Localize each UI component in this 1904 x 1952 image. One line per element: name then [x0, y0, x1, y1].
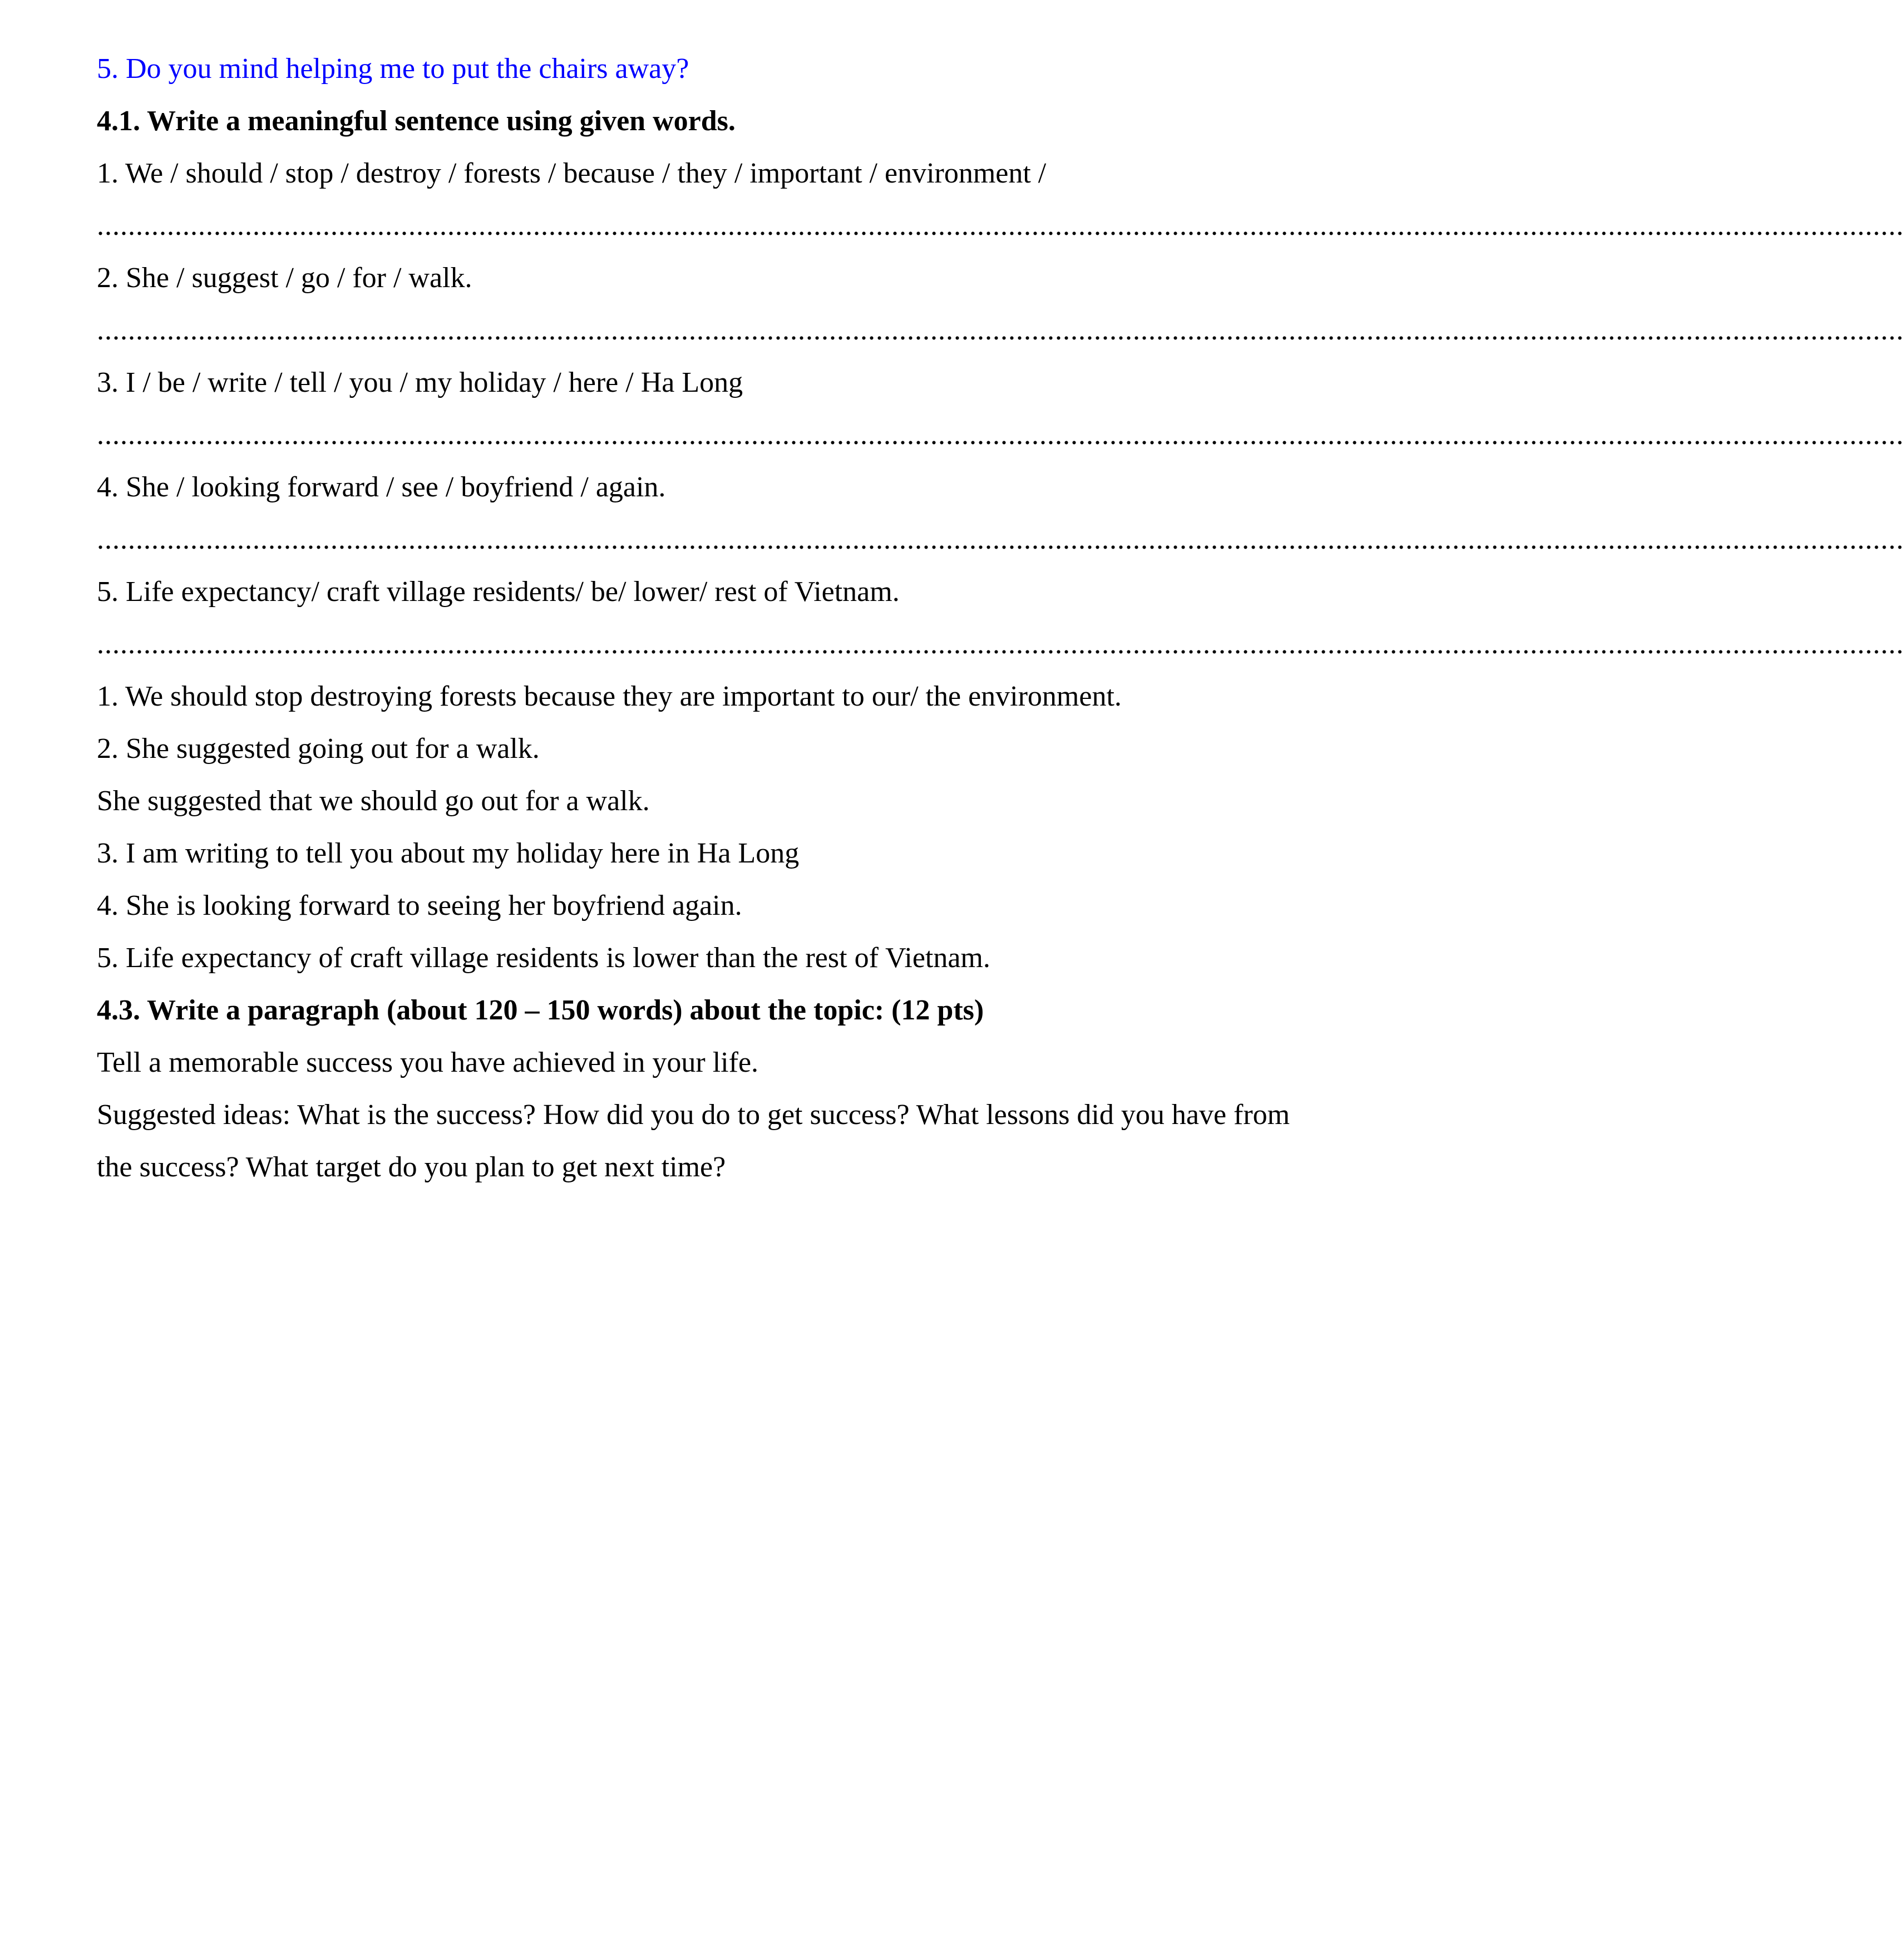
writing-topic: Tell a memorable success you have achieved in your life. [97, 1047, 759, 1078]
answer-2-alt: She suggested that we should go out for a walk. [97, 785, 650, 817]
section-heading-4-3: 4.3. Write a paragraph (about 120 – 150 words) about the topic: (12 pts) [97, 994, 984, 1026]
prompt-3: 3. I / be / write / tell / you / my holiday / here / Ha Long [97, 367, 743, 398]
answer-2: 2. She suggested going out for a walk. [97, 733, 540, 765]
answer-4: 4. She is looking forward to seeing her boyfriend again. [97, 890, 742, 921]
worksheet-page [97, 43, 1904, 1194]
prompt-5: 5. Life expectancy/ craft village residents/ be/ lower/ rest of Vietnam. [97, 576, 900, 608]
answer-line-2: ........................................................................................................................................................................................................................................ [97, 314, 1904, 346]
section-heading-4-1: 4.1. Write a meaningful sentence using given words. [97, 105, 736, 137]
answer-line-5: ........................................................................................................................................................................................................................................ [97, 628, 1904, 660]
suggested-ideas: Suggested ideas: What is the success? How did you do to get success? What lessons did you have from the success? What target do you plan to get next time? [97, 1099, 1290, 1183]
prompt-4: 4. She / looking forward / see / boyfriend / again. [97, 471, 666, 503]
answer-5: 5. Life expectancy of craft village residents is lower than the rest of Vietnam. [97, 942, 990, 974]
prompt-2: 2. She / suggest / go / for / walk. [97, 262, 472, 294]
answer-3: 3. I am writing to tell you about my holiday here in Ha Long [97, 837, 800, 869]
answer-1: 1. We should stop destroying forests because they are important to our/ the environment. [97, 681, 1122, 712]
answer-line-3: ........................................................................................................................................................................................................................................ [97, 419, 1904, 451]
answer-line-4: ........................................................................................................................................................................................................................................ [97, 524, 1904, 555]
previous-answer: 5. Do you mind helping me to put the chairs away? [97, 53, 689, 85]
prompt-1: 1. We / should / stop / destroy / forests / because / they / important / environment / [97, 157, 1047, 189]
answer-line-1: ........................................................................................................................................................................................................................................ [97, 210, 1904, 241]
